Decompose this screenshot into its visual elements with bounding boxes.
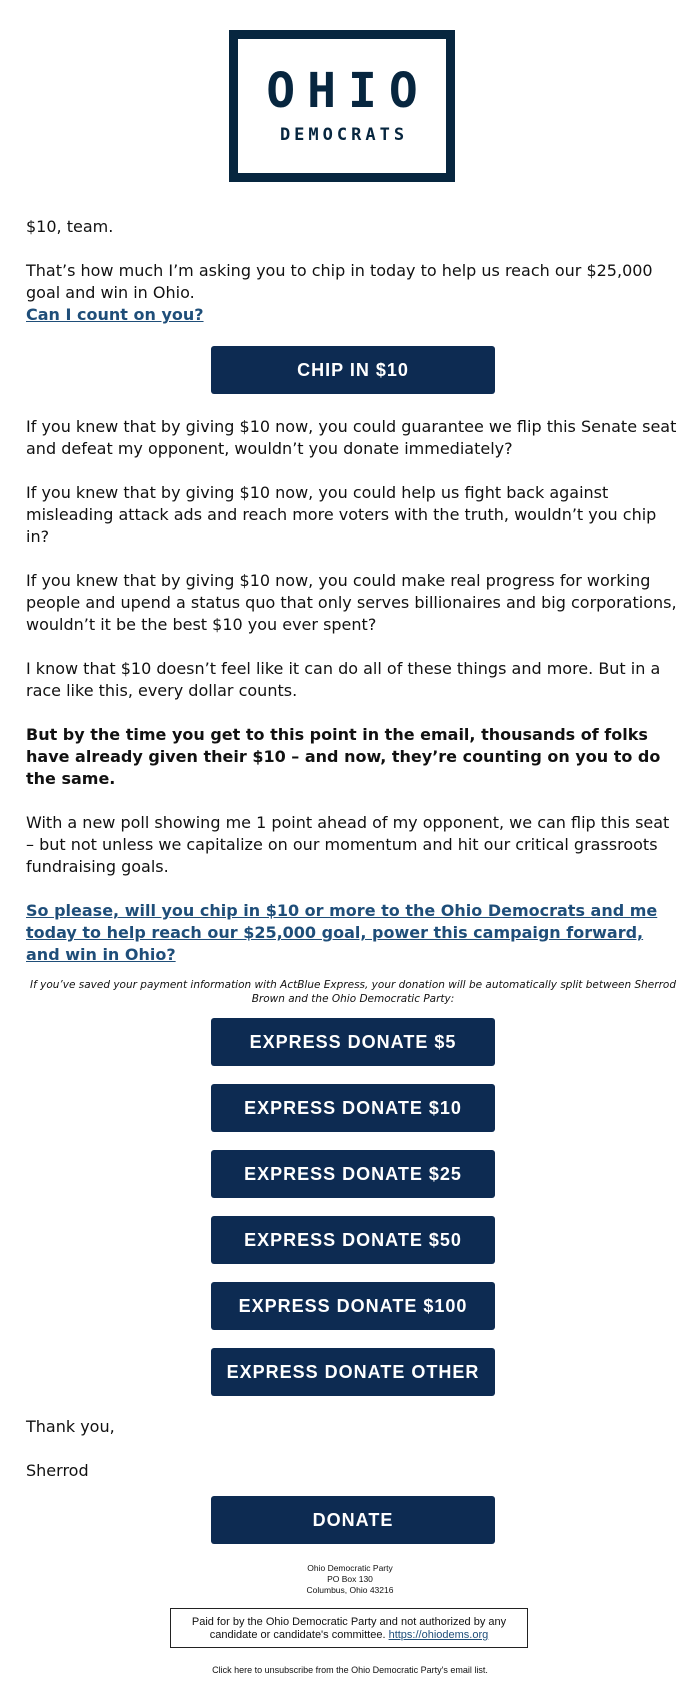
count-on-you-link[interactable]: Can I count on you? <box>26 305 204 324</box>
paragraph-poll: With a new poll showing me 1 point ahead of my opponent, we can flip this seat – but not unless we capitalize on our momentum and hit our critical grassroots fundraising goals. <box>26 813 670 876</box>
paragraph-attack-ads: If you knew that by giving $10 now, you could help us fight back against misleading attack ads and reach more voters with the truth, wouldn’t you chip in? <box>26 483 657 546</box>
signature: Sherrod <box>26 1461 89 1480</box>
thanks-text: Thank you, <box>26 1417 115 1436</box>
paragraph-every-dollar: I know that $10 doesn’t feel like it can do all of these things and more. But in a race like this, every dollar counts. <box>26 659 661 700</box>
logo-sub-text: DEMOCRATS <box>279 125 409 145</box>
paid-for-text: Paid for by the Ohio Democratic Party and not authorized by any candidate or candidate's committee. <box>191 1616 507 1641</box>
ohio-democrats-logo <box>229 30 455 182</box>
footer-address <box>0 1563 700 1596</box>
footer-po-box: PO Box 130 <box>327 1574 373 1584</box>
footer-city: Columbus, Ohio 43216 <box>306 1585 394 1595</box>
footer-org: Ohio Democratic Party <box>307 1563 393 1573</box>
express-donate-other-button[interactable]: EXPRESS DONATE OTHER <box>211 1348 495 1396</box>
paragraph-progress: If you knew that by giving $10 now, you could make real progress for working people and upend a status quo that only serves billionaires and big corporations, wouldn’t it be the best $10 you ever spent? <box>26 571 677 634</box>
express-donate-100-button[interactable]: EXPRESS DONATE $100 <box>211 1282 495 1330</box>
paragraph-ask <box>26 900 680 966</box>
paragraph-thousands-bold: But by the time you get to this point in the email, thousands of folks have already given their $10 – and now, they’re counting on you to do the same. <box>26 725 661 788</box>
chip-in-goal-link[interactable]: So please, will you chip in $10 or more to the Ohio Democrats and me today to help reach our $25,000 goal, power this campaign forward, and win in Ohio? <box>26 901 658 964</box>
express-donate-25-button[interactable]: EXPRESS DONATE $25 <box>211 1150 495 1198</box>
unsubscribe-link[interactable]: Click here to unsubscribe from the Ohio Democratic Party's email list. <box>212 1665 488 1675</box>
paragraph-goal <box>26 260 680 326</box>
paragraph-guarantee: If you knew that by giving $10 now, you could guarantee we flip this Senate seat and defeat my opponent, wouldn’t you donate immediately? <box>26 417 677 458</box>
email-body <box>26 216 680 1544</box>
ohiodems-link[interactable]: https://ohiodems.org <box>388 1629 489 1641</box>
logo-main-text: OHIO <box>266 63 430 119</box>
actblue-express-note: If you’ve saved your payment information with ActBlue Express, your donation will be automatically split between Sherrod Brown and the Ohio Democratic Party: <box>29 979 676 1005</box>
donate-button[interactable]: DONATE <box>211 1496 495 1544</box>
chip-in-button[interactable]: CHIP IN $10 <box>211 346 495 394</box>
express-donate-5-button[interactable]: EXPRESS DONATE $5 <box>211 1018 495 1066</box>
greeting: $10, team. <box>26 217 114 236</box>
paragraph-goal-text: That’s how much I’m asking you to chip in today to help us reach our $25,000 goal and win in Ohio. <box>26 261 653 302</box>
express-donate-10-button[interactable]: EXPRESS DONATE $10 <box>211 1084 495 1132</box>
paid-for-disclaimer <box>170 1608 528 1648</box>
express-donate-50-button[interactable]: EXPRESS DONATE $50 <box>211 1216 495 1264</box>
